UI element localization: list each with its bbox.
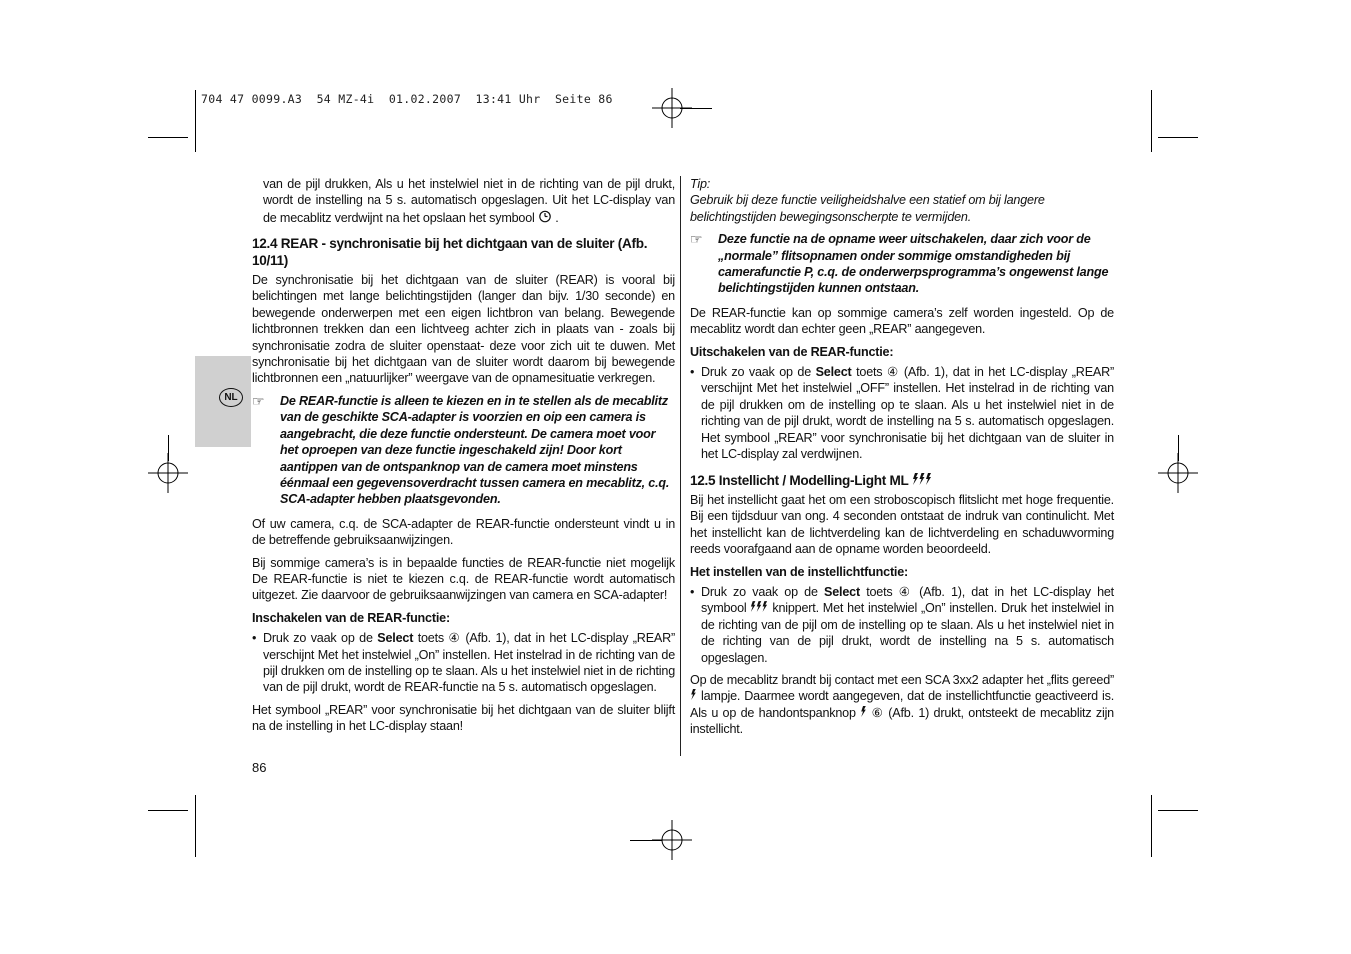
pointing-hand-icon: ☞ [690, 231, 703, 248]
left-column [252, 176, 675, 741]
step-text-mid: toets ④ (Afb. 1), dat in het LC-display het symbool [701, 584, 1114, 616]
flash-icon [690, 689, 697, 700]
step-text-pre: Druk zo vaak op de [701, 365, 816, 380]
crop-mark [1158, 810, 1198, 811]
rear-support-paragraph: Of uw camera, c.q. de SCA-adapter de REAR-functie ondersteunt vindt u in de betreffende gebruiksaanwijzingen. [252, 516, 675, 548]
disable-rear-step [690, 364, 1114, 462]
column-divider [680, 176, 681, 756]
flash-modelling-icon [750, 601, 768, 612]
disable-rear-subheading: Uitschakelen van de REAR-functie: [690, 344, 894, 359]
disable-note-text: Deze functie na de opname weer uitschakelen, daar zich voor de „normale” flitsopnamen onder sommige omstandigheden bij camerafunctie P, c.q. de onderwerpsprogramma’s ongewenst lange belichtingstijden kunnen ontstaan. [718, 232, 1109, 296]
select-key-label: Select [824, 584, 860, 599]
intro-text: van de pijl drukken, Als u het instelwiel niet in de richting van de pijl drukt, wordt de instelling na 5 s. automatisch opgeslagen. Uit het LC-display van de mecablitz verdwijnt na het opslaan het symbool [263, 177, 675, 225]
flash-ready-text-b: lampje. Daarmee wordt aangegeven, dat de instellichtfunctie geactiveerd is. Als u op de handontspanknop [690, 689, 1114, 720]
bullet-dot: • [690, 365, 695, 380]
pointing-hand-icon: ☞ [252, 392, 265, 409]
crop-mark [148, 137, 188, 138]
flash-ready-text-c: ⑥ (Afb. 1) drukt, ontsteekt de mecablitz zijn instellicht. [690, 705, 1114, 737]
crop-mark [195, 90, 196, 152]
enable-rear-step [252, 630, 675, 696]
crop-mark [1151, 90, 1152, 152]
modelling-light-paragraph: Bij het instellicht gaat het om een stroboscopisch flitslicht met hoge frequentie. Bij een tijdsduur van ong. 4 seconden ontstaat de indruk van continulicht. Met het instellicht kan de lichtverdeling kan de lichtverdeling en schaduwvorming reeds voorafgaand aan de opname worden beoordeeld. [690, 492, 1114, 557]
flash-ready-text-a: Op de mecablitz brandt bij contact met een SCA 3xx2 adapter het „flits gereed” [690, 672, 1114, 687]
registration-mark-icon [652, 88, 692, 128]
flash-modelling-icon [912, 473, 932, 485]
set-modelling-light-step-text [701, 584, 1114, 666]
step-text-post: toets ④ (Afb. 1), dat in het LC-display „REAR” verschijnt Met het instelwiel „OFF” instellen. Het instelrad in de richting van de pijl drukken om de instelling op te slaan. Als u het instelwiel niet in de richting van de pijl drukt, wordt de instelling na 5 s. automatisch opgeslagen. Het symbool „REAR” voor synchronisatie bij het dichtgaan van de sluiter in het LC-display zal verdwijnen. [701, 365, 1114, 462]
crop-mark [148, 810, 188, 811]
tip-text: Gebruik bij deze functie veiligheidshalve een statief om bij langere belichtingstijden bewegingsonscherpte te vermijden. [690, 193, 1045, 224]
rear-limitation-paragraph: Bij sommige camera’s is in bepaalde functies de REAR-functie niet mogelijk De REAR-functie is niet te kiezen c.q. de REAR-functie wordt automatisch uitgezet. Zie daarvoor de gebruiksaanwijzingen van camera en SCA-adapter! [252, 555, 675, 603]
intro-end: . [555, 210, 559, 225]
enable-rear-step-text [263, 630, 675, 696]
crop-mark [1151, 795, 1152, 857]
set-modelling-light-step [690, 584, 1114, 666]
right-column [690, 176, 1114, 744]
print-header: 704 47 0099.A3 54 MZ-4i 01.02.2007 13:41 Uhr Seite 86 [201, 92, 613, 106]
section-heading-12-5 [690, 473, 1114, 489]
select-key-label: Select [815, 365, 852, 380]
step-text-pre: Druk zo vaak op de [701, 584, 825, 599]
tip-label: Tip: [690, 177, 711, 191]
intro-paragraph [252, 176, 675, 226]
disable-note [690, 231, 1114, 297]
registration-mark-icon [1158, 453, 1198, 493]
rear-symbol-paragraph: Het symbool „REAR” voor synchronisatie bij het dichtgaan van de sluiter blijft na de instelling in het LC-display staan! [252, 702, 675, 734]
crop-mark [1158, 137, 1198, 138]
rear-intro-paragraph: De synchronisatie bij het dichtgaan van de sluiter (REAR) is vooral bij belichtingen met lange belichtingstijden (langer dan bijv. 1/30 seconde) en bewegende onderwerpen met een eigen lichtbron van belang. Bewegende lichtbronnen trekken dan een lichtveeg achter zich in plaats van - zoals bij synchronisatie zodra de sluiter openstaat- deze voor zich uit te duwen. Met synchronisatie bij het dichtgaan van de sluiter wordt daarom bij bewegende lichtbronnen een „natuurlijker” weergave van de opnamesituatie verkregen. [252, 273, 675, 386]
step-text-pre: Druk zo vaak op de [263, 631, 378, 646]
enable-rear-subheading: Inschakelen van de REAR-functie: [252, 610, 450, 625]
timer-icon [538, 209, 552, 223]
flash-ready-paragraph [690, 672, 1114, 738]
bullet-dot: • [252, 631, 257, 646]
camera-rear-paragraph: De REAR-functie kan op sommige camera’s zelf worden ingesteld. Op de mecablitz wordt dan echter geen „REAR” aangegeven. [690, 305, 1114, 337]
rear-note-text: De REAR-functie is alleen te kiezen en in te stellen als de mecablitz van de geschikte SCA-adapter is voorzien en oip een camera is aangebracht, die deze functie ondersteunt. De camera moet voor het oproepen van deze functie ingeschakeld zijn! Door kort aantippen van de ontspanknop van de camera moet minstens éénmaal een gegevensoverdracht tussen camera en mecablitz, c.q. SCA-adapter hebben plaatsgevonden. [280, 393, 670, 507]
section-heading-12-4: 12.4 REAR - synchronisatie bij het dichtgaan van de sluiter (Afb. 10/11) [252, 236, 648, 268]
disable-rear-step-text [701, 364, 1114, 462]
language-badge: NL [219, 388, 243, 407]
set-modelling-light-subheading: Het instellen van de instellichtfunctie: [690, 564, 909, 579]
registration-mark-icon [652, 820, 692, 860]
step-text-post: toets ④ (Afb. 1), dat in het LC-display „REAR” verschijnt Met het instelwiel „On” instellen. Het instelrad in de richting van de pijl drukken om de instelling op te slaan. Als u het instelwiel niet in de richting van de pijl drukt, wordt de REAR-functie na 5 s. automatisch opgeslagen. [263, 631, 675, 695]
rear-note [252, 393, 675, 508]
page-number: 86 [252, 760, 267, 775]
registration-mark-icon [148, 453, 188, 493]
select-key-label: Select [377, 631, 414, 646]
bullet-dot: • [690, 584, 695, 599]
crop-mark [195, 795, 196, 857]
heading-text: 12.5 Instellicht / Modelling-Light ML [690, 472, 909, 488]
step-text-post: knippert. Met het instelwiel „On” instellen. Druk het instelwiel in de richting van de pijl om de instelling op te slaan. Als u het instelwiel niet in de richting van de pijl drukt, wordt de instelling na 5 s. automatisch opgeslagen. [701, 601, 1114, 665]
